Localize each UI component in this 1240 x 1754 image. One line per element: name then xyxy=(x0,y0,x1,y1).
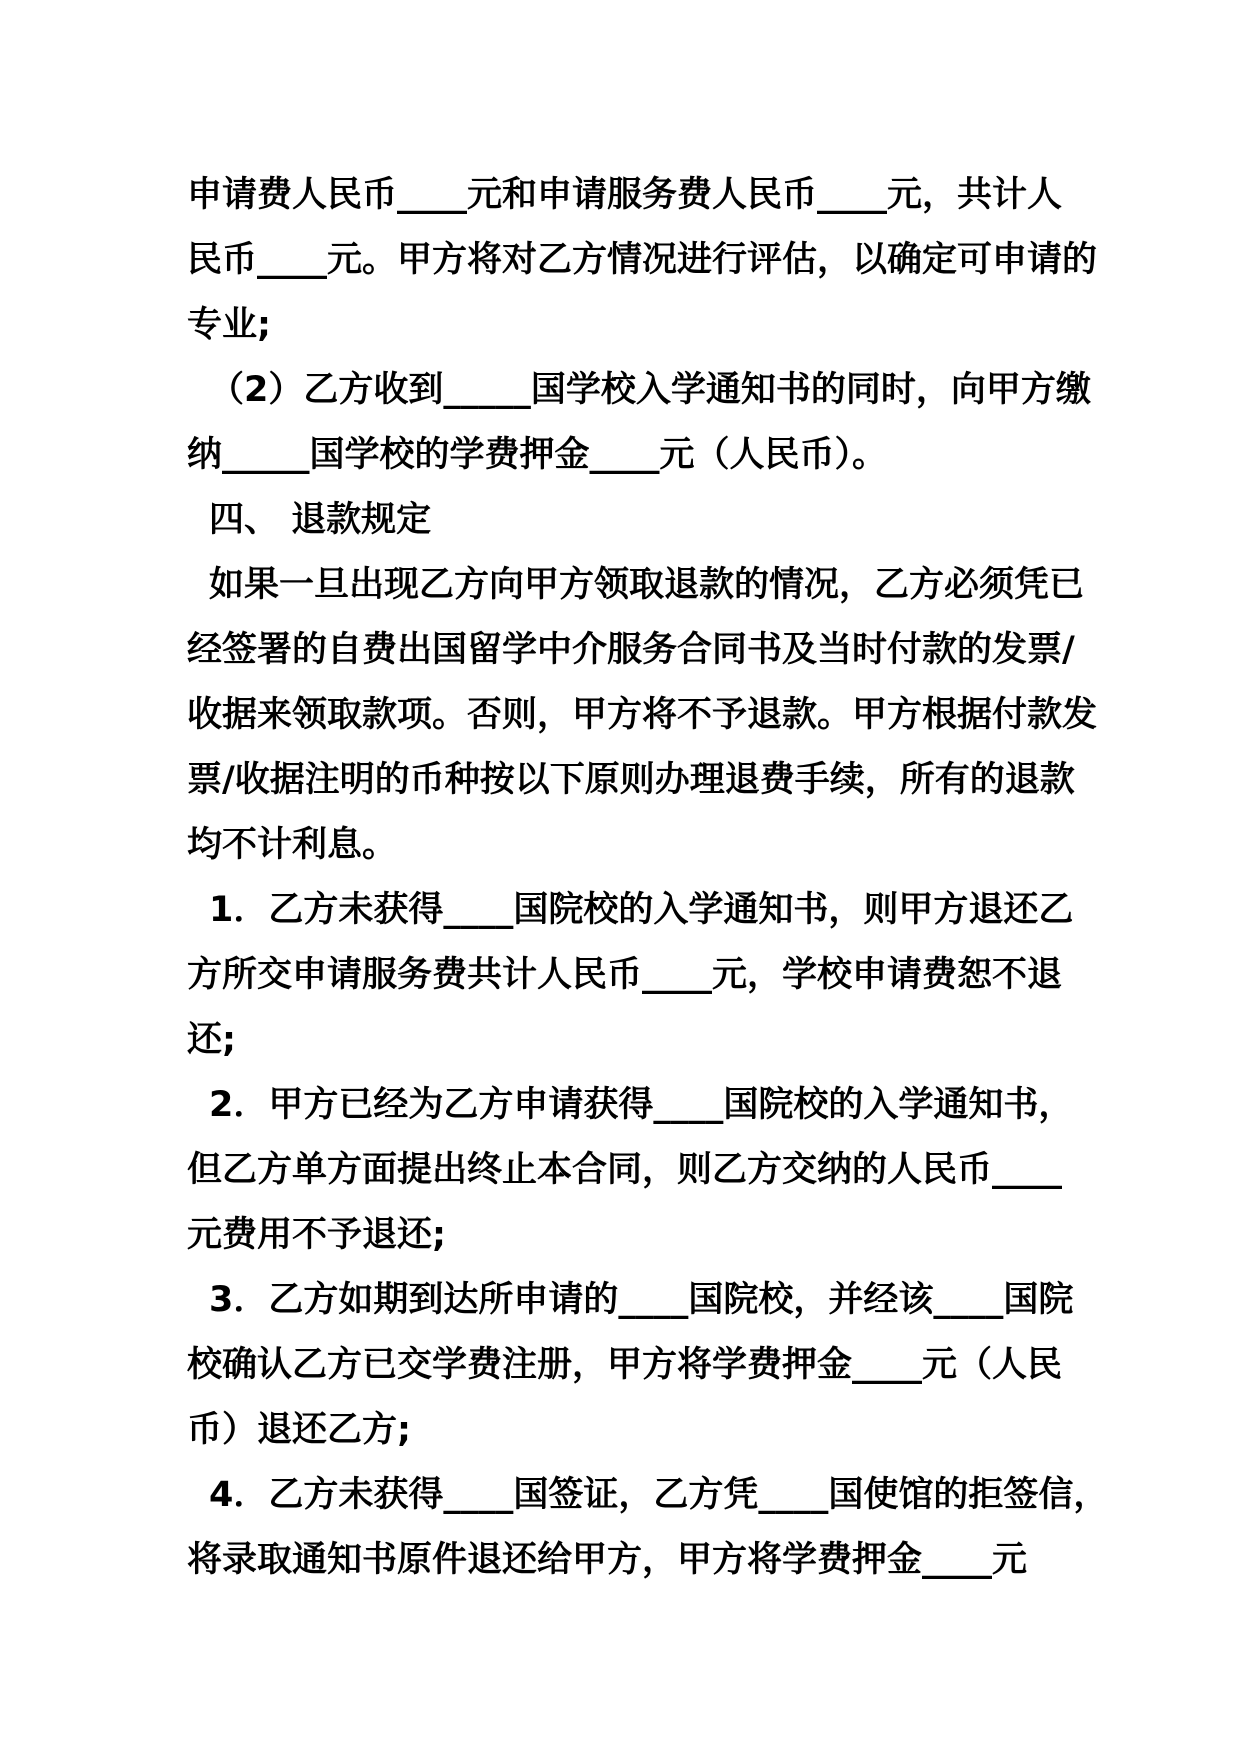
paragraph-line: 收据来领取款项。否则，甲方将不予退款。甲方根据付款发 xyxy=(187,695,1098,735)
list-item-line: 2．甲方已经为乙方申请获得____国院校的入学通知书， xyxy=(209,1085,1074,1125)
list-item-line: 但乙方单方面提出终止本合同，则乙方交纳的人民币____ xyxy=(187,1150,1063,1190)
list-item-line: 校确认乙方已交学费注册，甲方将学费押金____元（人民 xyxy=(187,1345,1063,1385)
list-item-line: 方所交申请服务费共计人民币____元，学校申请费恕不退 xyxy=(187,955,1063,995)
paragraph-line: 如果一旦出现乙方向甲方领取退款的情况，乙方必须凭已 xyxy=(209,565,1085,605)
paragraph-line: 申请费人民币____元和申请服务费人民币____元，共计人 xyxy=(187,175,1063,215)
section-heading: 四、 退款规定 xyxy=(209,500,432,540)
list-item-line: 还; xyxy=(187,1020,236,1060)
list-item-line: 3．乙方如期到达所申请的____国院校，并经该____国院 xyxy=(209,1280,1074,1320)
paragraph-line: （2）乙方收到_____国学校入学通知书的同时，向甲方缴 xyxy=(209,370,1091,410)
list-item-line: 将录取通知书原件退还给甲方，甲方将学费押金____元 xyxy=(187,1540,1028,1580)
paragraph-line: 票/收据注明的币种按以下原则办理退费手续，所有的退款 xyxy=(187,760,1075,800)
paragraph-line: 经签署的自费出国留学中介服务合同书及当时付款的发票/ xyxy=(187,630,1075,670)
paragraph-line: 均不计利息。 xyxy=(187,825,398,865)
paragraph-line: 纳_____国学校的学费押金____元（人民币）。 xyxy=(187,435,888,475)
list-item-line: 元费用不予退还; xyxy=(187,1215,446,1255)
paragraph-line: 专业; xyxy=(187,305,271,345)
paragraph-line: 民币____元。甲方将对乙方情况进行评估，以确定可申请的 xyxy=(187,240,1098,280)
document-body xyxy=(187,163,1109,1593)
list-item-line: 4．乙方未获得____国签证，乙方凭____国使馆的拒签信， xyxy=(209,1475,1109,1515)
list-item-line: 币）退还乙方; xyxy=(187,1410,411,1450)
list-item-line: 1．乙方未获得____国院校的入学通知书，则甲方退还乙 xyxy=(209,890,1074,930)
